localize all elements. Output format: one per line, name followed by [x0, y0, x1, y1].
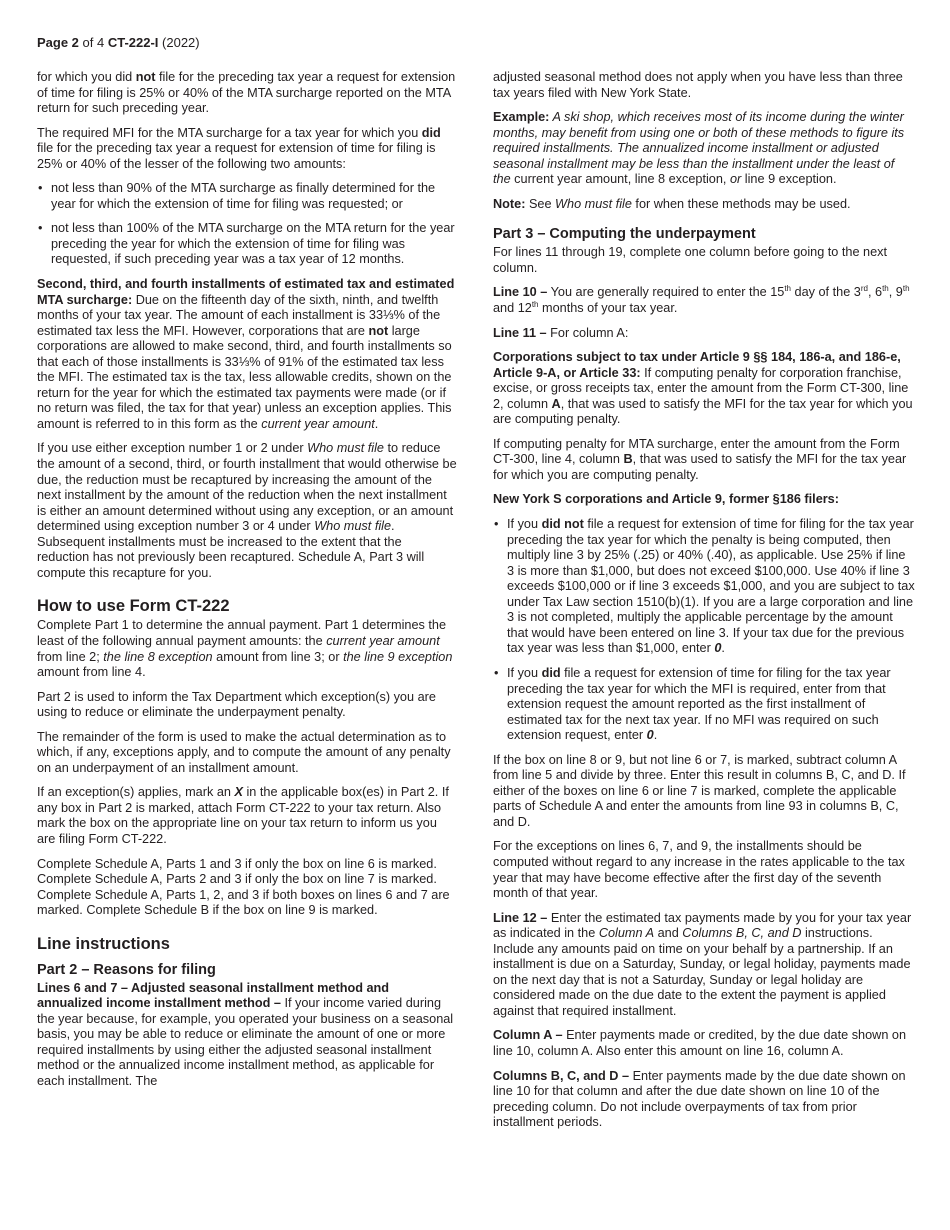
bold-run: New York S corporations and Article 9, former §186 filers:	[493, 492, 839, 507]
italic-run: A ski shop, which receives most of its income during the winter months, may benefit from using one or both of these methods to figure its required installments. The annualized income installment or adjusted seasonal installment may be less than the installment under the least of the	[493, 110, 905, 187]
form-year: (2022)	[158, 35, 200, 50]
italic-run: the line 8 exception	[103, 649, 213, 664]
text-run: For the exceptions on lines 6, 7, and 9, the installments should be computed without regard to any increase in the rates applicable to the tax year that may have become effective after the first day of the seventh month of that year.	[493, 839, 905, 901]
bold-run: B	[623, 452, 633, 467]
paragraph	[493, 1069, 915, 1131]
paragraph	[37, 70, 457, 117]
paragraph	[493, 437, 915, 484]
paragraph	[493, 70, 915, 101]
text-run: You are generally required to enter the 15	[547, 285, 785, 300]
paragraph	[493, 839, 915, 901]
paragraph	[493, 285, 915, 316]
bold-italic-run: 0	[646, 728, 654, 743]
text-run: Complete Part 1 to determine the annual payment. Part 1 determines the least of the following annual payment amounts: the	[37, 618, 447, 648]
italic-run: Who must file	[307, 441, 384, 456]
text-run: from line 2;	[37, 649, 104, 664]
text-run: not less than 90% of the MTA surcharge as finally determined for the year for which the extension of time for filing was requested; or	[51, 181, 436, 211]
superscript-run: th	[784, 284, 791, 294]
text-run: If computing penalty for MTA surcharge, enter the amount from the Form CT-300, line 4, column	[493, 436, 900, 467]
superscript-run: th	[531, 299, 539, 309]
text-run: amount from line 3; or	[212, 649, 344, 664]
bold-run: did not	[541, 517, 584, 532]
paragraph	[37, 618, 457, 680]
bold-run: did	[541, 665, 561, 680]
italic-run: Columns B, C, and D	[682, 926, 802, 941]
text-run: for which you did	[37, 70, 136, 84]
text-run: Enter payments made or credited, by the due date shown on line 10, column A. Also enter this amount on line 16, column A.	[493, 1028, 907, 1058]
bold-run: A	[551, 396, 561, 411]
text-run: line 9 exception.	[741, 172, 837, 187]
paragraph	[37, 441, 457, 581]
bullet-item	[493, 517, 915, 657]
italic-run: the line 9 exception	[343, 649, 453, 664]
bold-run: Line 12 –	[493, 910, 548, 925]
text-run: , that was used to satisfy the MFI for the tax year for which you are computing penalty.	[493, 396, 913, 427]
bold-run: Columns B, C, and D –	[493, 1068, 630, 1083]
paragraph	[37, 785, 457, 847]
bold-run: not	[135, 70, 156, 84]
text-run: file for the preceding tax year a request for extension of time for filing is 25% or 40% of the MTA surcharge reported on the MTA return for such preceding year.	[37, 70, 456, 116]
italic-run: Who must file	[314, 519, 392, 534]
text-run: file a request for extension of time for filing for the tax year preceding the tax year for which the penalty is being computed, then multiply line 3 by 25% (.25) or 40% (.40), as applicable. Use 25% if line 3 is more than $1,000, but does not exceed $100,000. Use 40% if line 3 exceeds $100,000 or if line 3 exceeds $1,000, and you are subject to tax under Tax Law section 1510(b)(1). If you are a large corporation and line 3 is not completed, multiply the applicable percentage by the amount that would have been entered on line 3. If your tax due for the previous tax year was less than $1,000, enter	[507, 517, 915, 656]
text-run: .	[653, 728, 658, 743]
right-column	[493, 70, 915, 1140]
section-heading-line-instructions: Line instructions	[37, 934, 170, 953]
italic-run: or	[729, 172, 742, 187]
bold-run: not	[368, 323, 389, 338]
text-run: day of the 3	[791, 285, 861, 300]
bold-italic-run: 0	[714, 641, 722, 656]
paragraph	[493, 197, 915, 213]
text-run: , 9	[888, 285, 903, 300]
text-run: For column A:	[546, 325, 629, 340]
bold-run: Column A –	[493, 1028, 563, 1043]
paragraph	[37, 277, 457, 432]
bold-italic-run: X	[234, 785, 243, 800]
bold-run: Lines 6 and 7 – Adjusted seasonal installment method and annualized income installment method –	[37, 980, 390, 1011]
text-run: in the applicable box(es) in Part 2. If any box in Part 2 is marked, attach Form CT-222 to your tax return. Also mark the box on the appropriate line on your tax return to inform us you are filing Form CT-222.	[37, 785, 449, 846]
paragraph	[37, 981, 457, 1090]
text-run: , that was used to satisfy the MFI for the tax year for which you are computing penalty.	[493, 452, 907, 482]
text-run: , 6	[867, 285, 883, 300]
text-run: .	[721, 641, 725, 656]
bullet-list	[493, 517, 915, 744]
bold-run: Line 10 –	[493, 285, 548, 300]
text-run: If you	[507, 517, 542, 532]
text-run: Enter payments made by the due date shown on line 10 for that column and after the due date shown on line 10 of the preceding column. Do not include overpayments of tax from prior installment periods.	[493, 1068, 906, 1130]
bullet-item	[493, 666, 915, 744]
subheading-part-3: Part 3 – Computing the underpayment	[493, 226, 756, 243]
bold-run: did	[421, 125, 441, 140]
text-run: Due on the fifteenth day of the sixth, ninth, and twelfth months of your tax year. The amount of each installment is 33⅓% of the estimated tax less the MFI. However, corporations that are	[37, 292, 441, 338]
bold-run: Second, third, and fourth installments of estimated tax and estimated MTA surcharge:	[37, 277, 455, 307]
page-header	[37, 35, 200, 51]
paragraph	[37, 126, 457, 173]
text-run: adjusted seasonal method does not apply when you have less than three tax years filed with New York State.	[493, 70, 903, 100]
paragraph	[493, 753, 915, 831]
text-run: file a request for extension of time for filing for the tax year preceding the tax year for which the MFI is required, enter from that extension request the amount reported as the first installment of estimated tax for the next tax year. If no MFI was required on such extension request, enter	[507, 665, 891, 743]
bold-run: Example:	[493, 110, 550, 125]
text-run: Enter the estimated tax payments made by you for your tax year as indicated in the	[493, 910, 912, 941]
italic-run: Column A	[598, 926, 655, 941]
page-total: of 4	[78, 35, 108, 50]
text-run: If your income varied during the year because, for example, you operated your business on a seasonal basis, you may be able to reduce or eliminate the amount of one or more required installments by using either the adjusted seasonal installment method or the annualized income installment method, as applicable for each installment. The	[37, 996, 454, 1088]
paragraph	[37, 857, 457, 919]
text-run: instructions. Include any amounts paid on time on your behalf by a partnership. If an installment is due on a Saturday, Sunday, or legal holiday, payments made on the next day that is not a Saturday, Sunday or legal holiday are considered made on the due date to the extent the payment is applied against that required installment.	[493, 926, 911, 1018]
text-run: If the box on line 8 or 9, but not line 6 or 7, is marked, subtract column A from line 5 and divide by three. Enter this result in columns B, C, and D. If either of the boxes on line 6 or line 7 is marked, complete the applicable parts of Schedule A and enter the amounts from line 93 in columns B, C, and D.	[493, 752, 906, 829]
paragraph	[493, 911, 915, 1020]
bullet-list	[37, 181, 457, 268]
text-run: and	[654, 926, 683, 941]
text-run: Complete Schedule A, Parts 1 and 3 if only the box on line 6 is marked. Complete Schedule A, Parts 2 and 3 if only the box on line 7 is marked. Complete Schedule A, Parts 1, 2, and 3 if both boxes on lines 6 and 7 are marked. Complete Schedule B if the box on line 9 is marked.	[37, 856, 450, 918]
text-run: .	[374, 416, 379, 431]
text-run: current year amount, line 8 exception,	[510, 172, 730, 187]
italic-run: Who must file	[555, 196, 632, 211]
bullet-item	[37, 221, 457, 268]
paragraph	[37, 690, 457, 721]
text-run: not less than 100% of the MTA surcharge on the MTA return for the year preceding the year for which the extension of time for filing was requested, if such preceding year was a tax year of 12 months.	[51, 221, 455, 267]
text-run: If you	[507, 665, 542, 680]
text-run: . Subsequent installments must be increased to the extent that the reduction has not previously been recaptured. Schedule A, Part 3 will compute this recapture for you.	[37, 519, 425, 580]
text-run: Part 2 is used to inform the Tax Department which exception(s) you are using to reduce or eliminate the underpayment penalty.	[37, 689, 436, 720]
bold-run: Note:	[493, 196, 526, 211]
text-run: The remainder of the form is used to make the actual determination as to which, if any, exceptions apply, and to compute the amount of any penalty on an underpayment of an installment amount.	[37, 729, 451, 775]
superscript-run: th	[882, 284, 889, 294]
text-run: The required MFI for the MTA surcharge for a tax year for which you	[37, 125, 422, 140]
paragraph	[493, 326, 915, 342]
paragraph	[493, 492, 915, 508]
text-run: If an exception(s) applies, mark an	[37, 785, 235, 800]
text-run: to reduce the amount of a second, third, or fourth installment that would otherwise be due, the reduction must be recaptured by increasing the amount of the next installment by the amount of the reduction when the next installment is either an amount determined without using any exception, or an amount determined using exception number 3 or 4 under	[37, 441, 457, 534]
text-run: See	[525, 196, 556, 211]
text-run: for when these methods may be used.	[631, 196, 851, 211]
text-run: file for the preceding tax year a request for extension of time for filing is 25% or 40% of the lesser of the following two amounts:	[37, 141, 436, 171]
superscript-run: rd	[860, 284, 868, 294]
italic-run: current year amount	[326, 633, 440, 648]
bold-run: Corporations subject to tax under Article 9 §§ 184, 186-a, and 186-e, Article 9-A, or Article 33:	[493, 350, 901, 380]
subheading-part-2: Part 2 – Reasons for filing	[37, 961, 216, 978]
form-id: CT-222-I	[107, 35, 159, 50]
text-run: and 12	[493, 301, 532, 316]
left-column	[37, 70, 457, 1099]
bold-run: Line 11 –	[493, 325, 547, 340]
paragraph	[493, 1028, 915, 1059]
page-number: Page 2	[37, 35, 79, 50]
italic-run: current year amount	[261, 416, 375, 431]
paragraph	[493, 245, 915, 276]
paragraph	[493, 350, 915, 428]
text-run: amount from line 4.	[37, 665, 146, 680]
paragraph	[493, 110, 915, 188]
text-run: months of your tax year.	[538, 301, 678, 316]
text-run: If you use either exception number 1 or 2 under	[37, 441, 308, 456]
section-heading-how-to-use: How to use Form CT-222	[37, 597, 230, 616]
paragraph	[37, 730, 457, 777]
text-run: For lines 11 through 19, complete one column before going to the next column.	[493, 245, 888, 275]
text-run: If computing penalty for corporation franchise, excise, or gross receipts tax, enter the amount from the Form CT-300, line 2, column	[493, 365, 909, 411]
superscript-run: th	[902, 284, 910, 294]
bullet-item	[37, 181, 457, 212]
text-run: large corporations are allowed to make second, third, and fourth installments so that each of those installments is 33⅓% of 91% of the estimated tax less the MFI. The estimated tax is the tax, less allowable credits, shown on the return for the year for which the estimated tax payments were made (or if no return was filed, the tax for that year) unless an exception applies. This amount is referred to in this form as the	[37, 323, 452, 431]
